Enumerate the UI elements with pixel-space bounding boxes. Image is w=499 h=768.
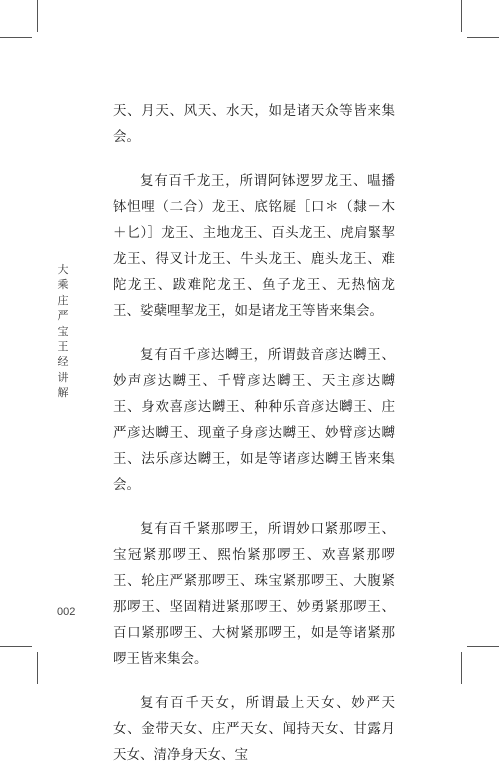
- crop-mark-top-right-h: [467, 37, 499, 38]
- crop-mark-top-right: [461, 0, 462, 32]
- page-number: 002: [57, 606, 76, 618]
- crop-mark-top-left-h: [0, 37, 32, 38]
- body-text: [113, 98, 395, 768]
- paragraph-4: 复有百千紧那啰王，所谓妙口紧那啰王、宝冠紧那啰王、熙怡紧那啰王、欢喜紧那啰王、轮庄严紧那啰王、珠宝紧那啰王、大腹紧那啰王、坚固精进紧那啰王、妙勇紧那啰王、百口紧那啰王、大树紧那啰王，如是等诸紧那啰王皆来集会。: [113, 521, 395, 667]
- crop-mark-bottom-right-h: [467, 646, 499, 647]
- crop-mark-bottom-left-h: [0, 646, 32, 647]
- crop-mark-bottom-left: [37, 652, 38, 684]
- crop-mark-bottom-right: [461, 652, 462, 684]
- paragraph-2: 复有百千龙王，所谓阿钵逻罗龙王、嗢播钵怛哩（二合）龙王、底铭屣［口＊（隸－木＋匕）］龙王、主地龙王、百头龙王、虎肩緊挈龙王、得叉计龙王、牛头龙王、鹿头龙王、难陀龙王、跋难陀龙王、鱼子龙王、无热恼龙王、娑蘖哩挈龙王，如是诸龙王等皆来集会。: [113, 173, 395, 319]
- crop-mark-top-left: [37, 0, 38, 32]
- running-title: 大乘庄严宝王经讲解: [57, 263, 69, 400]
- paragraph-5: 复有百千天女，所谓最上天女、妙严天女、金带天女、庄严天女、闻持天女、甘露月天女、清净身天女、宝: [113, 695, 395, 763]
- paragraph-3: 复有百千彦达嚩王，所谓鼓音彦达嚩王、妙声彦达嚩王、千臂彦达嚩王、天主彦达嚩王、身欢喜彦达嚩王、种种乐音彦达嚩王、庄严彦达嚩王、现童子身彦达嚩王、妙臂彦达嚩王、法乐彦达嚩王，如是等诸彦达嚩王皆来集会。: [113, 347, 395, 493]
- paragraph-1: 天、月天、风天、水天，如是诸天众等皆来集会。: [113, 103, 395, 145]
